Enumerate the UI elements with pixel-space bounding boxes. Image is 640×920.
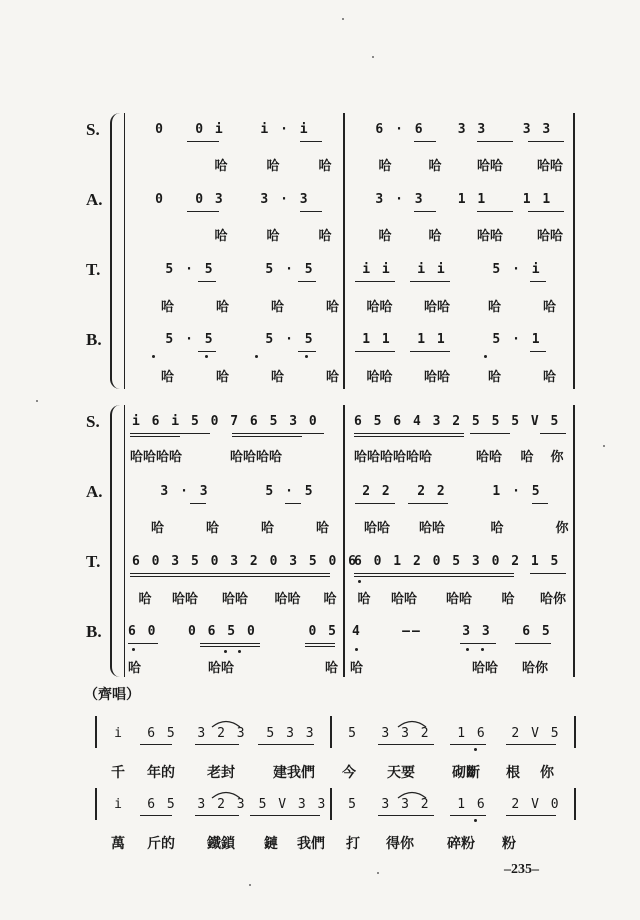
beam — [506, 815, 556, 816]
note-group: i i — [417, 262, 447, 277]
note-group: 0 i — [195, 122, 225, 137]
soprano-notes-m1: i 6 i 5 0 7 6 5 3 0 — [132, 414, 319, 429]
note-group: 1 1 — [522, 192, 553, 207]
lyric: 你 — [540, 765, 554, 781]
tenor-lyrics-m2 — [352, 296, 577, 315]
soprano-notes-m1 — [140, 122, 330, 137]
lyric: 哈 — [138, 592, 152, 607]
beam — [460, 643, 496, 644]
beam — [198, 281, 216, 282]
note-group: 3 2 3 — [197, 726, 247, 741]
beam — [195, 815, 239, 816]
tenor-lyrics-m1 — [140, 296, 360, 315]
low-octave-dot — [238, 650, 241, 653]
beam — [128, 643, 158, 644]
note-group: 2 V 0 — [511, 797, 561, 812]
soprano-notes-m2: 6 5 6 4 3 2 5 5 5 V 5 — [354, 414, 561, 429]
lyric: 哈哈 — [476, 159, 503, 174]
system-brace — [110, 405, 120, 677]
note-group: 5 · 5 — [265, 332, 315, 347]
slur — [396, 789, 428, 799]
lyric: 哈 — [378, 229, 392, 244]
lyric: 哈 — [160, 370, 174, 385]
beam — [200, 643, 260, 644]
note-group: 3 2 3 — [197, 797, 247, 812]
lyric: 哈 — [266, 229, 280, 244]
lyric: 得你 — [386, 836, 414, 852]
lyric: 根 — [506, 765, 520, 781]
barline-middle — [330, 788, 332, 820]
low-octave-dot — [152, 355, 155, 358]
lyric: 哈 — [160, 300, 174, 315]
beam — [300, 211, 322, 212]
lyric: 哈哈哈哈 — [230, 450, 283, 465]
beam — [532, 503, 548, 504]
barline-end — [573, 405, 575, 677]
note-group: i i — [362, 262, 392, 277]
lyric: 哈 — [490, 521, 504, 536]
voice-label-alto: A. — [86, 482, 103, 501]
beam — [354, 576, 514, 577]
barline-end — [574, 716, 576, 748]
beam — [140, 744, 172, 745]
low-octave-dot — [305, 355, 308, 358]
note-group: 3 · 3 — [160, 484, 210, 499]
lyric: 哈哈 — [366, 300, 393, 315]
note-group: 5 · 5 — [165, 332, 215, 347]
lyric: 哈 — [325, 370, 339, 385]
tenor-notes-m2 — [352, 262, 572, 277]
lyric: 哈 — [214, 229, 228, 244]
scan-speck — [342, 18, 344, 20]
line-2-lyrics — [100, 833, 526, 853]
lyric: 哈哈 — [476, 229, 503, 244]
alto-notes-m2 — [352, 484, 572, 499]
tenor-notes-m1: 6 0 3 5 0 3 2 0 3 5 0 6 — [132, 554, 359, 569]
voice-label-alto: A. — [86, 190, 103, 209]
low-octave-dot — [224, 650, 227, 653]
note-group: 0 — [155, 122, 165, 137]
voice-label-bass: B. — [86, 330, 102, 349]
lyric: 哈 — [315, 521, 329, 536]
low-octave-dot — [474, 819, 477, 822]
beam — [506, 744, 556, 745]
lyric: 哈 — [487, 300, 501, 315]
note-group: 6 · 6 — [375, 122, 425, 137]
voice-label-soprano: S. — [86, 412, 100, 431]
beam — [470, 433, 510, 434]
lyric: 哈哈 — [171, 592, 198, 607]
alto-lyrics-m1 — [195, 225, 351, 244]
bass-lyrics-m2 — [350, 657, 560, 676]
note-group: —— — [402, 624, 422, 639]
lyric: 哈 — [542, 370, 556, 385]
lyric: 碎粉 — [447, 836, 475, 852]
beam — [232, 436, 302, 437]
alto-notes-m2 — [360, 192, 570, 207]
lyric: 哈 — [266, 159, 280, 174]
lyric: 哈哈 — [423, 300, 450, 315]
beam — [515, 643, 551, 644]
note-group: 3 3 2 — [381, 726, 431, 741]
beam — [354, 436, 464, 437]
lyric: 砌斷 — [452, 765, 480, 781]
scan-speck — [249, 884, 251, 886]
note-group: 6 0 — [128, 624, 158, 639]
lyric: 哈哈哈哈哈哈 — [354, 450, 433, 465]
beam — [130, 576, 330, 577]
low-octave-dot — [132, 648, 135, 651]
beam — [130, 433, 210, 434]
alto-notes-m1 — [140, 192, 330, 207]
lyric: 斤的 — [147, 836, 175, 852]
beam — [530, 573, 566, 574]
lyric: 哈 — [323, 592, 337, 607]
beam — [354, 433, 464, 434]
note-group: 0 6 5 0 — [188, 624, 257, 639]
note-group: 5 · 5 — [265, 262, 315, 277]
beam — [300, 141, 322, 142]
beam — [410, 351, 450, 352]
beam — [414, 211, 436, 212]
low-octave-dot — [481, 648, 484, 651]
bass-notes-m1 — [140, 332, 340, 347]
beam — [130, 436, 180, 437]
bass-lyrics-m1 — [128, 657, 338, 676]
lyric: 哈 — [487, 370, 501, 385]
note-group: 1 6 — [457, 797, 487, 812]
beam — [187, 211, 219, 212]
beam — [477, 141, 513, 142]
line-1-lyrics — [100, 762, 564, 782]
beam — [298, 281, 316, 282]
beam — [195, 744, 239, 745]
low-octave-dot — [466, 648, 469, 651]
lyric: 哈 — [350, 661, 364, 676]
note-group: 5 · i — [492, 262, 542, 277]
beam — [354, 573, 514, 574]
low-octave-dot — [358, 580, 361, 583]
note-group: 3 3 2 — [381, 797, 431, 812]
note-group: 3 · 3 — [260, 192, 310, 207]
lyric: 哈 — [542, 300, 556, 315]
lyric: 萬 — [111, 836, 125, 852]
barline-end — [574, 788, 576, 820]
beam — [232, 433, 324, 434]
note-group: 1 1 — [417, 332, 447, 347]
note-group: i — [114, 726, 124, 741]
barline-start — [124, 113, 125, 389]
lyric: 哈 — [318, 159, 332, 174]
scan-speck — [36, 400, 38, 402]
barline-start — [95, 788, 97, 820]
beam — [450, 744, 486, 745]
barline-start — [124, 405, 125, 677]
soprano-lyrics-m2 — [354, 446, 572, 465]
lyric: 哈 — [318, 229, 332, 244]
beam — [378, 744, 434, 745]
beam — [540, 433, 566, 434]
lyric: 哈 — [501, 592, 515, 607]
beam — [285, 503, 301, 504]
beam — [477, 211, 513, 212]
note-group: 6 5 — [147, 726, 177, 741]
beam — [305, 646, 335, 647]
line-1-notes-m2 — [336, 726, 570, 741]
note-group: i · i — [260, 122, 310, 137]
line-2-notes-m2 — [336, 797, 570, 812]
lyric: 哈 — [270, 370, 284, 385]
tenor-notes-m2: 6 0 1 2 0 5 3 0 2 1 5 — [354, 554, 561, 569]
note-group: 1 6 — [457, 726, 487, 741]
lyric: 老封 — [207, 765, 235, 781]
alto-lyrics-m2 — [352, 517, 592, 536]
lyric: 哈 — [270, 300, 284, 315]
beam — [530, 351, 546, 352]
barline-middle — [343, 405, 345, 677]
note-group: 6 5 — [147, 797, 177, 812]
beam — [410, 281, 450, 282]
lyric: 哈你 — [521, 661, 548, 676]
beam — [140, 815, 172, 816]
note-group: 3 · 3 — [375, 192, 425, 207]
low-octave-dot — [484, 355, 487, 358]
beam — [298, 351, 316, 352]
low-octave-dot — [255, 355, 258, 358]
line-2-notes-m1 — [102, 797, 330, 812]
barline-start — [95, 716, 97, 748]
lyric: 哈哈 — [221, 592, 248, 607]
lyric: 千 — [111, 765, 125, 781]
beam — [187, 141, 219, 142]
lyric: 年的 — [147, 765, 175, 781]
lyric: 哈哈 — [445, 592, 472, 607]
slur — [396, 718, 428, 728]
note-group: 1 · 5 — [492, 484, 542, 499]
bass-lyrics-m1 — [140, 366, 360, 385]
lyric: 哈 — [215, 300, 229, 315]
bass-lyrics-m2 — [352, 366, 577, 385]
note-group: 3 3 — [462, 624, 492, 639]
note-group: 5 · 5 — [165, 262, 215, 277]
barline-middle — [330, 716, 332, 748]
lyric: 今 — [342, 765, 356, 781]
beam — [200, 646, 260, 647]
lyric: 我們 — [297, 836, 325, 852]
system-brace — [110, 113, 120, 389]
note-group: 1 1 — [457, 192, 488, 207]
alto-notes-m1 — [130, 484, 340, 499]
alto-lyrics-m1 — [130, 517, 350, 536]
note-group: 5 · 5 — [265, 484, 315, 499]
lyric: 鐵鎖 — [207, 836, 235, 852]
lyric: 哈哈 — [471, 661, 498, 676]
page-number: –235– — [504, 862, 539, 877]
bass-notes-m2 — [352, 332, 572, 347]
lyric: 建我們 — [273, 765, 315, 781]
note-group: 2 V 5 — [511, 726, 561, 741]
beam — [408, 503, 448, 504]
lyric: 鏈 — [264, 836, 278, 852]
beam — [450, 815, 486, 816]
beam — [305, 643, 335, 644]
beam — [528, 141, 564, 142]
note-group: 5 — [348, 726, 358, 741]
slur — [210, 789, 242, 799]
voice-label-soprano: S. — [86, 120, 100, 139]
note-group: 5 — [348, 797, 358, 812]
unison-label: （齊唱） — [84, 687, 140, 703]
lyric: 哈 — [150, 521, 164, 536]
beam — [198, 351, 216, 352]
lyric: 哈哈哈哈 — [130, 450, 183, 465]
lyric: 哈哈 — [390, 592, 417, 607]
lyric: 哈 — [260, 521, 274, 536]
low-octave-dot — [355, 648, 358, 651]
lyric: 哈 — [128, 661, 142, 676]
beam — [250, 815, 320, 816]
voice-label-bass: B. — [86, 622, 102, 641]
scan-speck — [603, 445, 605, 447]
beam — [130, 573, 330, 574]
soprano-lyrics-m2 — [360, 155, 580, 174]
note-group: 5 3 3 — [266, 726, 316, 741]
note-group: 0 5 — [308, 624, 338, 639]
scan-speck — [377, 872, 379, 874]
lyric: 哈 — [325, 300, 339, 315]
note-group: 2 2 — [362, 484, 392, 499]
lyric: 哈哈 — [475, 450, 502, 465]
low-octave-dot — [474, 748, 477, 751]
lyric: 哈 — [357, 592, 371, 607]
lyric: 哈哈 — [418, 521, 445, 536]
tenor-lyrics-m2 — [350, 588, 578, 607]
lyric: 你 — [550, 450, 564, 465]
beam — [355, 351, 395, 352]
note-group: 4 — [352, 624, 362, 639]
lyric: 哈 — [214, 159, 228, 174]
note-group: 5 · 1 — [492, 332, 542, 347]
lyric: 哈哈 — [208, 661, 235, 676]
lyric: 哈你 — [539, 592, 566, 607]
tenor-lyrics-m1 — [130, 588, 345, 607]
lyric: 哈 — [215, 370, 229, 385]
lyric: 哈 — [324, 661, 338, 676]
soprano-notes-m2 — [360, 122, 570, 137]
lyric: 哈哈 — [536, 229, 563, 244]
lyric: 哈哈 — [274, 592, 301, 607]
note-group: 6 5 — [522, 624, 552, 639]
beam — [378, 815, 434, 816]
bass-notes-m2 — [352, 624, 562, 639]
note-group: 1 1 — [362, 332, 392, 347]
lyric: 打 — [346, 836, 360, 852]
lyric: 哈 — [378, 159, 392, 174]
lyric: 哈 — [205, 521, 219, 536]
lyric: 天要 — [387, 765, 415, 781]
bass-notes-m1 — [128, 624, 338, 639]
lyric: 粉 — [502, 836, 516, 852]
soprano-lyrics-m1 — [195, 155, 351, 174]
note-group: 2 2 — [417, 484, 447, 499]
note-group: i — [114, 797, 124, 812]
note-group: 5 V 3 3 — [258, 797, 328, 812]
note-group: 0 — [155, 192, 165, 207]
lyric: 哈哈 — [363, 521, 390, 536]
slur — [210, 718, 242, 728]
beam — [355, 503, 395, 504]
beam — [355, 281, 395, 282]
lyric: 哈 — [520, 450, 534, 465]
beam — [530, 281, 546, 282]
tenor-notes-m1 — [140, 262, 340, 277]
note-group: 3 3 — [457, 122, 488, 137]
lyric: 哈哈 — [366, 370, 393, 385]
line-1-notes-m1 — [102, 726, 326, 741]
low-octave-dot — [205, 355, 208, 358]
lyric: 你 — [555, 521, 569, 536]
beam — [528, 211, 564, 212]
alto-lyrics-m2 — [360, 225, 580, 244]
lyric: 哈哈 — [536, 159, 563, 174]
beam — [190, 503, 206, 504]
lyric: 哈哈 — [423, 370, 450, 385]
note-group: 0 3 — [195, 192, 225, 207]
lyric: 哈 — [428, 229, 442, 244]
beam — [414, 141, 436, 142]
beam — [258, 744, 314, 745]
lyric: 哈 — [428, 159, 442, 174]
soprano-lyrics-m1 — [130, 446, 330, 465]
scan-speck — [372, 56, 374, 58]
voice-label-tenor: T. — [86, 260, 101, 279]
voice-label-tenor: T. — [86, 552, 101, 571]
note-group: 3 3 — [522, 122, 553, 137]
